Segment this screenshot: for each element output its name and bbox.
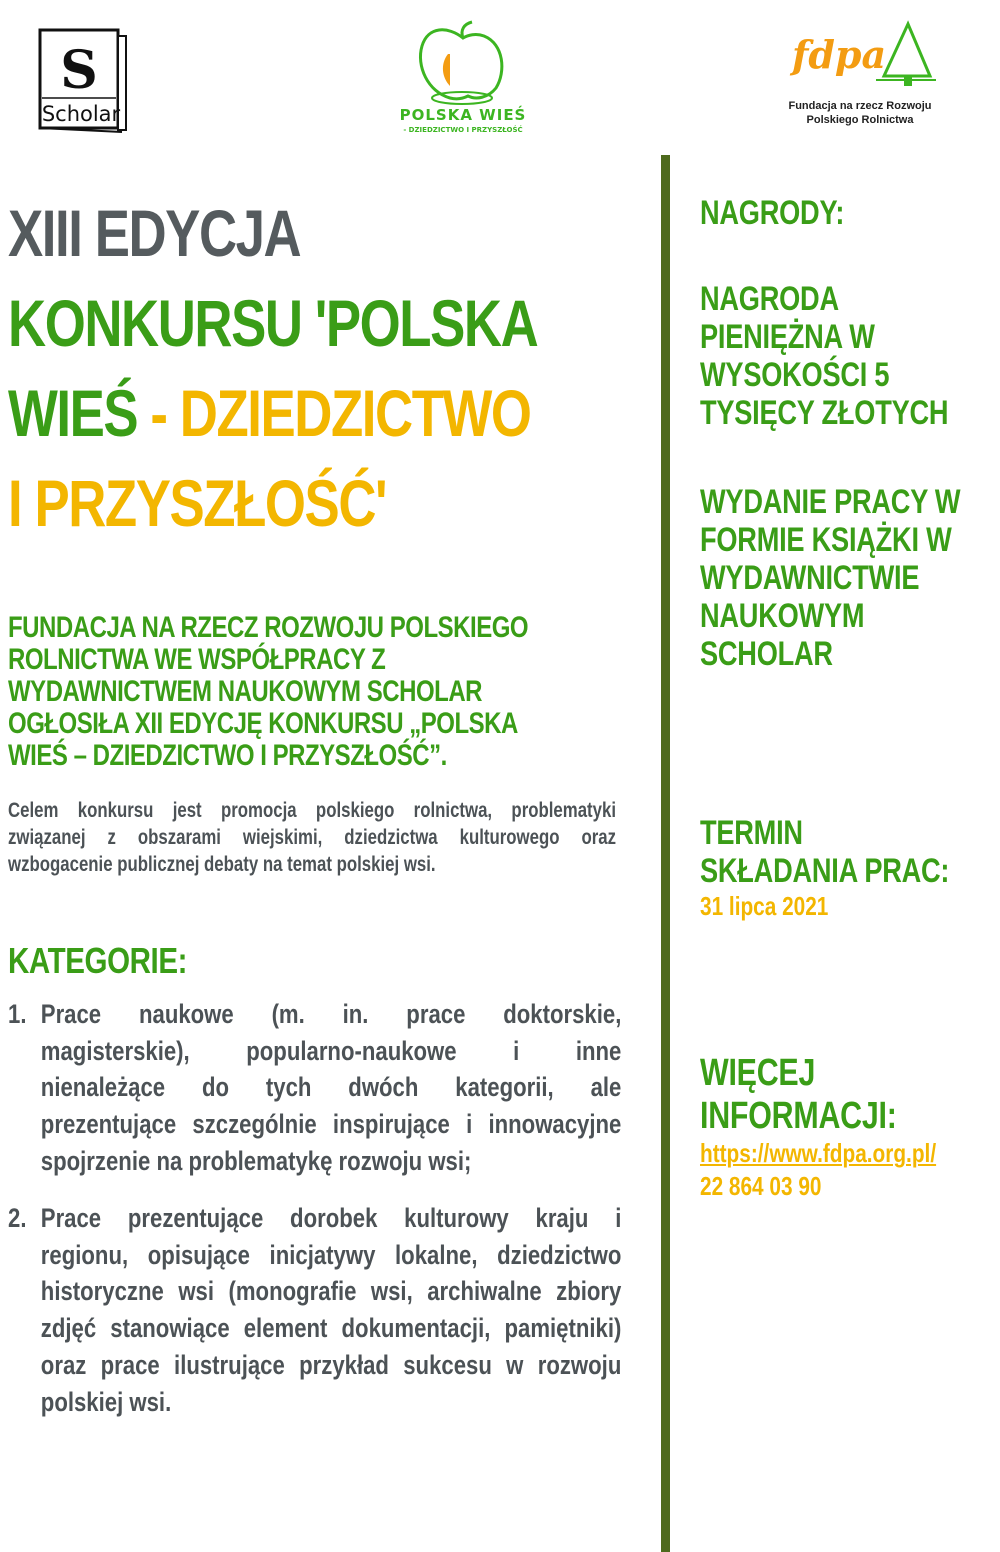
category-number: 1. <box>8 999 27 1029</box>
category-line: prezentujące szczególnie inspirujące i innowacyjne <box>40 1109 622 1140</box>
prize-line: WYSOKOŚCI 5 <box>700 356 890 395</box>
prize-line: NAGRODA <box>700 280 839 318</box>
svg-text:S: S <box>60 40 98 101</box>
category-line: oraz prace ilustrujące przykład sukcesu w rozwoju <box>40 1349 622 1380</box>
intro-description <box>8 798 616 879</box>
category-line: zdjęć stanowiące element dokumentacji, pamiętniki) <box>40 1313 622 1344</box>
polska-wies-logo <box>388 20 538 142</box>
prize-line: WYDANIE PRACY W <box>700 483 961 521</box>
category-line: regionu, opisujące inicjatywy lokalne, dziedzictwo <box>40 1239 622 1270</box>
deadline-line: SKŁADANIA PRAC: <box>700 852 950 891</box>
title-line-3-yellow: - DZIEDZICTWO <box>137 376 531 450</box>
prize-line: SCHOLAR <box>700 635 833 674</box>
category-line: spojrzenie na problematykę rozwoju wsi; <box>40 1145 472 1176</box>
deadline-section <box>700 814 988 923</box>
more-info-line: INFORMACJI: <box>700 1094 897 1137</box>
phone-number: 22 864 03 90 <box>700 1170 822 1201</box>
website-link[interactable]: https://www.fdpa.org.pl/ <box>700 1138 937 1169</box>
description-line: wzbogacenie publicznej debaty na temat polskiej wsi. <box>8 852 436 876</box>
category-line: Prace prezentujące dorobek kulturowy kraju i <box>40 1203 622 1233</box>
category-line: Prace naukowe (m. in. prace doktorskie, <box>40 999 622 1029</box>
fdpa-logo-name: fdpa <box>792 32 887 77</box>
categories-heading: KATEGORIE: <box>8 940 188 981</box>
intro-line: FUNDACJA NA RZECZ ROZWOJU POLSKIEGO <box>8 611 529 644</box>
fdpa-logo-line2: Polskiego Rolnictwa <box>806 114 914 126</box>
prize-money <box>700 280 988 432</box>
category-line: polskiej wsi. <box>40 1386 172 1417</box>
prize-line: PIENIĘŻNA W <box>700 318 875 357</box>
category-item-2 <box>8 1200 621 1420</box>
intro-line: WIEŚ – DZIEDZICTWO I PRZYSZŁOŚĆ”. <box>8 739 447 772</box>
title-line-4: I PRZYSZŁOŚĆ' <box>8 466 387 540</box>
title-line-3 <box>8 376 531 452</box>
scholar-logo-text: Scholar <box>41 102 121 126</box>
prize-line: WYDAWNICTWIE <box>700 559 920 598</box>
more-info-section <box>700 1052 988 1202</box>
title-line-2: KONKURSU 'POLSKA <box>8 286 538 360</box>
intro-line: OGŁOSIŁA XII EDYCJĘ KONKURSU „POLSKA <box>8 707 518 740</box>
prize-publication <box>700 483 988 673</box>
category-item-1 <box>8 996 621 1180</box>
intro-heading <box>8 612 528 772</box>
intro-line: ROLNICTWA WE WSPÓŁPRACY Z <box>8 643 386 676</box>
prize-line: TYSIĘCY ZŁOTYCH <box>700 394 949 433</box>
fdpa-logo <box>780 18 940 134</box>
description-line: związanej z obszarami wiejskimi, dziedzictwa kulturowego oraz <box>8 825 616 849</box>
category-line: nienależące do tych dwóch kategorii, ale <box>40 1072 622 1103</box>
category-line: magisterskie), popularno-naukowe i inne <box>40 1035 622 1066</box>
more-info-line: WIĘCEJ <box>700 1052 816 1094</box>
deadline-date: 31 lipca 2021 <box>700 891 829 922</box>
deadline-line: TERMIN <box>700 814 803 852</box>
fdpa-logo-line1: Fundacja na rzecz Rozwoju <box>788 100 932 112</box>
title-line-1: XIII EDYCJA <box>8 196 301 270</box>
prize-line: FORMIE KSIĄŻKI W <box>700 521 952 560</box>
prize-line: NAUKOWYM <box>700 597 865 636</box>
intro-line: WYDAWNICTWEM NAUKOWYM SCHOLAR <box>8 675 483 708</box>
category-line: historyczne wsi (monografie wsi, archiwalne zbiory <box>40 1276 622 1307</box>
polska-wies-logo-name: POLSKA WIEŚ <box>399 106 527 124</box>
column-divider <box>661 155 670 1552</box>
description-line: Celem konkursu jest promocja polskiego rolnictwa, problematyki <box>8 799 616 822</box>
prizes-heading <box>700 194 988 232</box>
prizes-heading-text: NAGRODY: <box>700 194 845 232</box>
title-line-3-green: WIEŚ <box>8 376 138 450</box>
polska-wies-logo-tagline: - DZIEDZICTWO I PRZYSZŁOŚĆ <box>403 126 523 134</box>
category-number: 2. <box>8 1203 27 1233</box>
scholar-logo <box>36 26 130 134</box>
